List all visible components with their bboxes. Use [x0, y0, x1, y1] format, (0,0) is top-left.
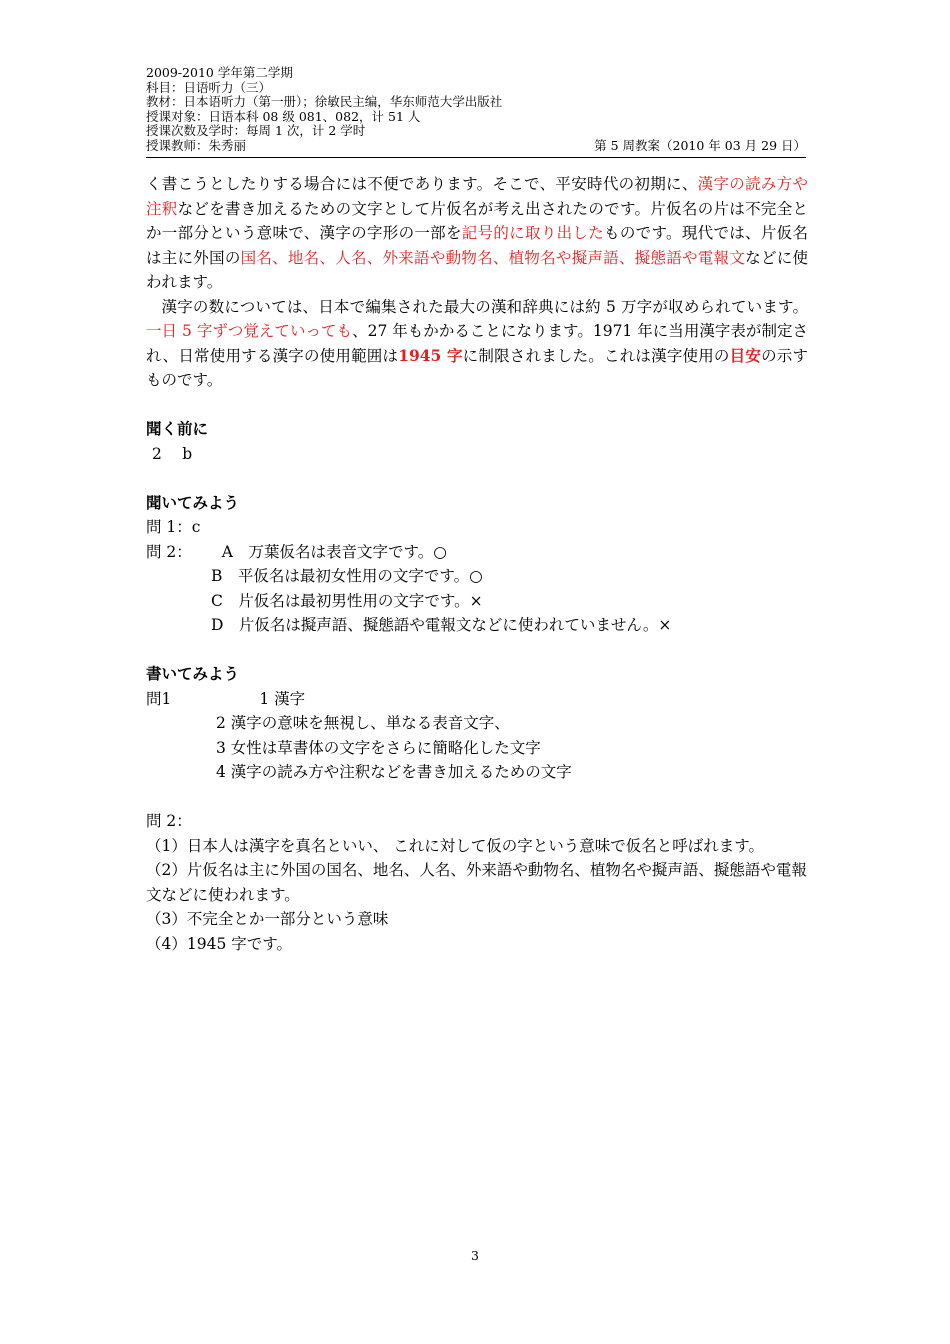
textbook-line: 教材：日本语听力（第一册）；徐敏民主编，华东师范大学出版社 — [146, 94, 503, 110]
text-span: ものです。現代では、片仮名は主に外国の — [146, 224, 808, 267]
text-span: に制限されました。これは漢字使用の — [462, 346, 730, 365]
write-q1 — [146, 687, 808, 712]
document-header — [146, 66, 806, 154]
choice-item: B 平仮名は最初女性用の文字です。○ — [211, 567, 483, 585]
answer-item: （3）不完全とか一部分という意味 — [146, 910, 389, 928]
section-heading-write: 書いてみよう — [146, 664, 240, 683]
answer-item: （1）日本人は漢字を真名といい、 これに対して仮の字という意味で仮名と呼ばれます。 — [146, 836, 765, 855]
highlight-span: 目安 — [729, 345, 762, 365]
highlight-span: 漢字の読み方や注釈 — [146, 175, 808, 218]
text-span: 漢字の数については、日本で編集された最大の漢和辞典には約 5 万字が収められています。 — [161, 297, 808, 316]
choice-item: D 片仮名は擬声語、擬態語や電報文などに使われていません。× — [211, 616, 672, 634]
section-heading-listen: 聞いてみよう — [146, 492, 240, 512]
teacher-row — [146, 139, 806, 154]
answer-item: 1 漢字 — [259, 689, 306, 708]
katakana-paragraph — [146, 172, 808, 295]
listen-q1 — [146, 515, 808, 540]
text-span: などに使われます。 — [146, 248, 808, 291]
highlight-span: 記号的に取り出した — [461, 224, 605, 242]
highlight-span: 一日 5 字ずつ覚えていっても — [146, 322, 353, 340]
write-q2-answers — [146, 834, 808, 957]
answer-item: 2 漢字の意味を無視し、単なる表音文字、 — [216, 714, 510, 732]
audience-line: 授课对象：日语本科 08 级 081、082，计 51 人 — [146, 108, 421, 124]
teacher-line: 授课教师：朱秀丽 — [146, 137, 247, 153]
question-label: 問 1： — [146, 518, 192, 536]
page-number: 3 — [471, 1248, 479, 1263]
kanji-count-paragraph — [146, 295, 808, 393]
text-span: の示すものです。 — [146, 346, 808, 389]
answer-item: （4）1945 字です。 — [146, 934, 292, 953]
header-divider — [146, 157, 806, 158]
hours-line: 授课次数及学时：每周 1 次，计 2 学时 — [146, 123, 366, 139]
write-q2-label: 問 2： — [146, 812, 192, 830]
choice-item: C 片仮名は最初男性用の文字です。× — [211, 591, 483, 610]
answer-item: 3 女性は草書体の文字をさらに簡略化した文字 — [216, 738, 541, 757]
answer-item: （2）片仮名は主に外国の国名、地名、人名、外来語や動物名、植物名や擬声語、擬態語や電報文などに使われます。 — [146, 861, 807, 904]
text-span: 、27 年もかかることになります。1971 年に当用漢字表が制定され、日常使用する漢字の使用範囲は — [146, 322, 808, 365]
question-label: 問1 — [146, 689, 172, 708]
before-answer: 2 b — [152, 444, 193, 463]
text-span: く書こうとしたりする場合には不便であります。そこで、平安時代の初期に、 — [146, 175, 698, 193]
subject-line: 科目：日语听力（三） — [146, 79, 272, 95]
listen-q2 — [146, 540, 808, 565]
choice-item: A 万葉仮名は表音文字です。○ — [221, 542, 447, 561]
semester-line: 2009-2010 学年第二学期 — [146, 65, 293, 80]
text-span: などを書き加えるための文字として片仮名が考え出されたのです。片仮名の片は不完全とか一部分という意味で、漢字の字形の一部を — [146, 199, 808, 242]
highlight-span: 1945 字 — [398, 345, 463, 365]
answer-item: 4 漢字の読み方や注釈などを書き加えるための文字 — [216, 763, 572, 781]
highlight-span: 国名、地名、人名、外来語や動物名、植物名や擬声語、擬態語や電報文 — [240, 248, 746, 267]
section-heading-before: 聞く前に — [146, 419, 209, 438]
document-body — [146, 172, 808, 956]
question-label: 問 2： — [146, 542, 192, 561]
week-plan-line: 第 5 周教案（2010 年 03 月 29 日） — [594, 137, 806, 153]
question-answer: c — [191, 518, 201, 536]
